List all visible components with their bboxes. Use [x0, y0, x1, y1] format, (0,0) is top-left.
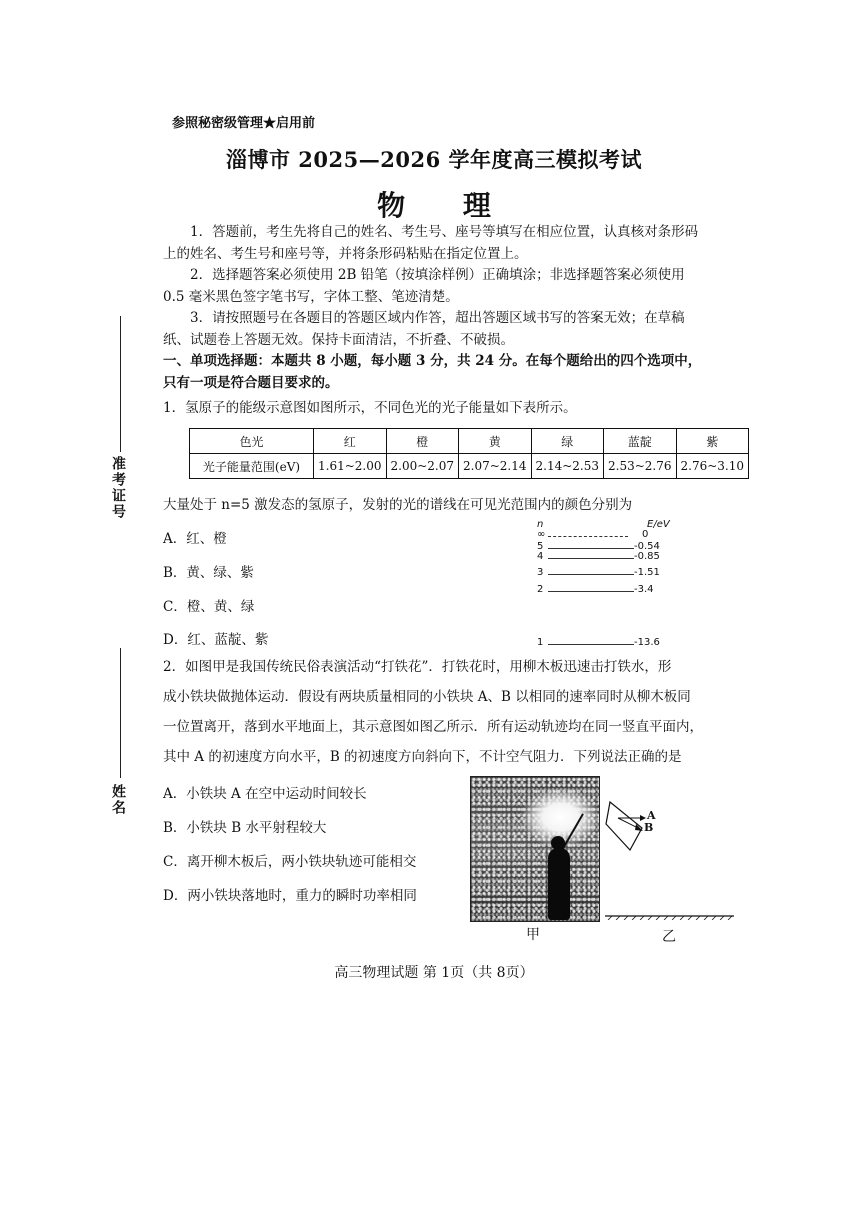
table-cell: 2.00~2.07 — [386, 454, 459, 479]
energy-level-diagram — [530, 516, 680, 656]
table-row-label: 光子能量范围(eV) — [190, 454, 314, 479]
section-heading-line2: 只有一项是符合题目要求的。 — [163, 375, 339, 391]
level-line — [548, 558, 634, 559]
q1-option-a: A．红、橙 — [163, 531, 227, 547]
level-n: 1 — [537, 637, 544, 648]
section-heading-line1: 一、单项选择题：本题共 8 小题，每小题 3 分，共 24 分。在每个题给出的四个选项中， — [163, 353, 702, 369]
instruction-1: 1．答题前，考生先将自己的姓名、考生号、座号等填写在相应位置，认真核对条形码上的姓名、考生号和座号等，并将条形码粘贴在指定位置上。 — [163, 224, 699, 262]
table-row — [190, 454, 749, 479]
q1-option-c: C．橙、黄、绿 — [163, 599, 255, 615]
q2-line-3: 一位置离开，落到水平地面上，其示意图如图乙所示．所有运动轨迹均在同一竖直平面内， — [163, 719, 703, 735]
q1-stem: 1．氢原子的能级示意图如图所示，不同色光的光子能量如下表所示。 — [163, 400, 577, 416]
table-cell: 紫 — [676, 429, 749, 454]
q2-option-b: B．小铁块 B 水平射程较大 — [163, 820, 327, 836]
table-cell: 红 — [314, 429, 387, 454]
table-cell: 2.07~2.14 — [459, 454, 532, 479]
level-e: -3.4 — [634, 584, 654, 595]
table-cell: 绿 — [531, 429, 604, 454]
page-footer: 高三物理试题 第 1页（共 8页） — [334, 965, 534, 981]
name-line — [120, 648, 121, 778]
q1-option-b: B．黄、绿、紫 — [163, 565, 254, 581]
iron-flower-photo — [470, 776, 600, 922]
q2-option-a: A．小铁块 A 在空中运动时间较长 — [163, 786, 367, 802]
photon-energy-table — [189, 428, 749, 479]
q1-option-d: D．红、蓝靛、紫 — [163, 632, 269, 648]
exam-no-label: 准考证号 — [110, 456, 126, 520]
level-n: 5 — [537, 541, 544, 552]
level-n: 2 — [537, 584, 544, 595]
level-e: -0.85 — [634, 551, 660, 562]
exam-title: 淄博市 2025—2026 学年度高三模拟考试 — [225, 147, 642, 172]
level-n: 4 — [537, 551, 544, 562]
level-line — [548, 574, 634, 575]
diagram-n-label: n — [537, 519, 544, 530]
level-n: ∞ — [537, 529, 546, 540]
table-cell: 2.76~3.10 — [676, 454, 749, 479]
instruction-2: 2．选择题答案必须使用 2B 铅笔（按填涂样例）正确填涂；非选择题答案必须使用 0.5 毫米黑色签字笔书写，字体工整、笔迹清楚。 — [163, 267, 685, 305]
point-a-label: A — [647, 809, 656, 822]
level-e: -13.6 — [634, 637, 660, 648]
level-line — [548, 548, 634, 549]
table-cell: 黄 — [459, 429, 532, 454]
q1-question: 大量处于 n=5 激发态的氢原子，发射的光的谱线在可见光范围内的颜色分别为 — [163, 497, 633, 513]
exam-no-line — [120, 316, 121, 452]
table-cell: 2.53~2.76 — [604, 454, 677, 479]
q2-line-4: 其中 A 的初速度方向水平，B 的初速度方向斜向下，不计空气阻力．下列说法正确的是 — [163, 749, 682, 765]
q2-line-2: 成小铁块做抛体运动．假设有两块质量相同的小铁块 A、B 以相同的速率同时从柳木板同 — [163, 689, 691, 705]
q2-option-c: C．离开柳木板后，两小铁块轨迹可能相交 — [163, 854, 417, 870]
level-e: -1.51 — [634, 567, 660, 578]
table-cell: 蓝靛 — [604, 429, 677, 454]
subject-title: 物 理 — [377, 189, 515, 222]
level-e: -0.54 — [634, 541, 660, 552]
table-cell: 1.61~2.00 — [314, 454, 387, 479]
q2-option-d: D．两小铁块落地时，重力的瞬时功率相同 — [163, 888, 417, 904]
instruction-3: 3．请按照题号在各题目的答题区域内作答，超出答题区域书写的答案无效；在草稿纸、试题卷上答题无效。保持卡面清洁，不折叠、不破损。 — [163, 310, 685, 348]
table-row — [190, 429, 749, 454]
q2-line-1: 2．如图甲是我国传统民俗表演活动“打铁花”．打铁花时，用柳木板迅速击打铁水，形 — [163, 659, 672, 675]
level-line-dashed — [548, 536, 628, 537]
table-cell: 橙 — [386, 429, 459, 454]
level-line — [548, 644, 634, 645]
level-line — [548, 591, 634, 592]
diagram-e-label: E/eV — [647, 519, 670, 530]
fig-a-label: 甲 — [526, 927, 540, 943]
level-e: 0 — [642, 529, 649, 540]
photo-person — [548, 848, 570, 920]
secret-mark: 参照秘密级管理★启用前 — [172, 116, 316, 131]
trajectory-diagram — [600, 790, 740, 920]
name-label: 姓名 — [110, 784, 126, 816]
fig-b-label: 乙 — [662, 929, 676, 945]
table-header-label: 色光 — [190, 429, 314, 454]
point-b-label: B — [644, 821, 654, 834]
table-cell: 2.14~2.53 — [531, 454, 604, 479]
level-n: 3 — [537, 567, 544, 578]
